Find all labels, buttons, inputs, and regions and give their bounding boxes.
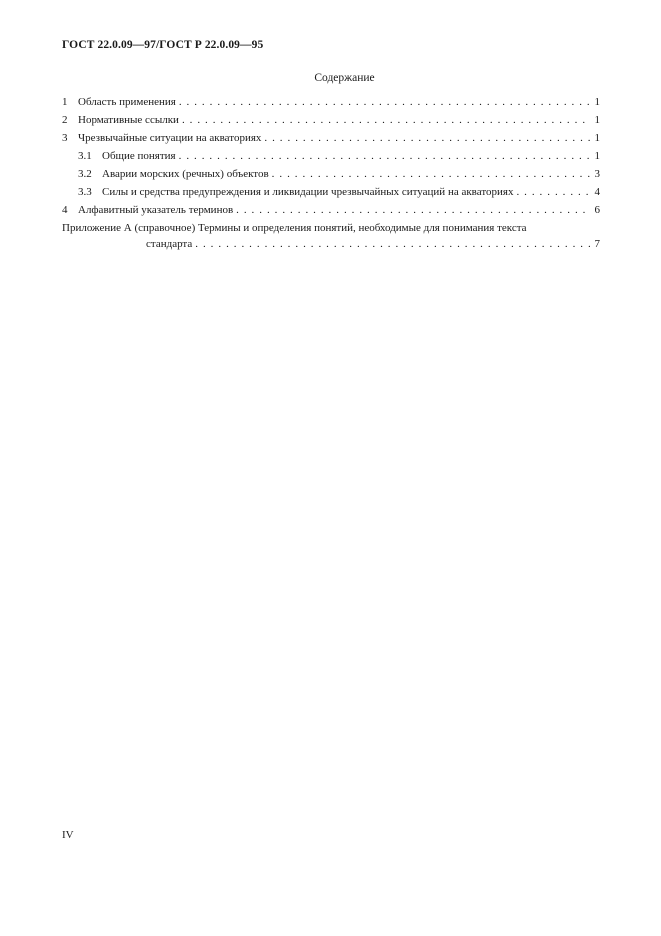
toc-title: Содержание (314, 72, 375, 84)
toc-dot-leader (272, 168, 590, 180)
toc-entry-3-1[interactable] (62, 150, 600, 168)
page-number: IV (62, 829, 74, 841)
toc-entry-number: 4 (62, 204, 68, 216)
toc-entry-3[interactable] (62, 132, 600, 150)
toc-entry-2[interactable] (62, 114, 600, 132)
toc-dot-leader (182, 114, 590, 126)
toc-entry-label: Нормативные ссылки (78, 114, 179, 126)
toc-entry-1[interactable] (62, 96, 600, 114)
appendix-title-continuation: стандарта (146, 238, 193, 250)
toc-entry-number: 1 (62, 96, 68, 108)
toc-entry-page: 7 (594, 238, 600, 250)
toc-entry-label: Силы и средства предупреждения и ликвидации чрезвычайных ситуаций на акваториях (102, 186, 514, 198)
toc-entry-page: 1 (594, 114, 600, 126)
toc-dot-leader (195, 238, 590, 250)
table-of-contents (62, 96, 600, 256)
toc-entry-page: 4 (594, 186, 600, 198)
toc-entry-4[interactable] (62, 204, 600, 222)
toc-entry-appendix-a[interactable] (62, 222, 600, 256)
toc-entry-label: Область применения (78, 96, 176, 108)
toc-entry-label: Аварии морских (речных) объектов (102, 168, 269, 180)
appendix-continuation (62, 238, 600, 256)
toc-entry-page: 1 (594, 132, 600, 144)
toc-dot-leader (179, 150, 590, 162)
toc-dot-leader (236, 204, 590, 216)
toc-entry-page: 6 (594, 204, 600, 216)
appendix-title-line: Приложение А (справочное) Термины и определения понятий, необходимые для понимания текста (62, 222, 527, 234)
toc-entry-number: 3.1 (78, 150, 92, 162)
toc-entry-number: 3.3 (78, 186, 92, 198)
toc-dot-leader (516, 186, 590, 198)
toc-entry-label: Общие понятия (102, 150, 176, 162)
document-code-header: ГОСТ 22.0.09—97/ГОСТ Р 22.0.09—95 (62, 39, 264, 51)
toc-entry-number: 2 (62, 114, 68, 126)
toc-dot-leader (179, 96, 590, 108)
toc-entry-3-3[interactable] (62, 186, 600, 204)
toc-entry-label: Чрезвычайные ситуации на акваториях (78, 132, 262, 144)
toc-entry-page: 1 (594, 96, 600, 108)
toc-dot-leader (264, 132, 590, 144)
toc-entry-page: 1 (594, 150, 600, 162)
toc-entry-number: 3.2 (78, 168, 92, 180)
toc-entry-label: Алфавитный указатель терминов (78, 204, 234, 216)
toc-entry-number: 3 (62, 132, 68, 144)
toc-entry-3-2[interactable] (62, 168, 600, 186)
toc-entry-page: 3 (594, 168, 600, 180)
